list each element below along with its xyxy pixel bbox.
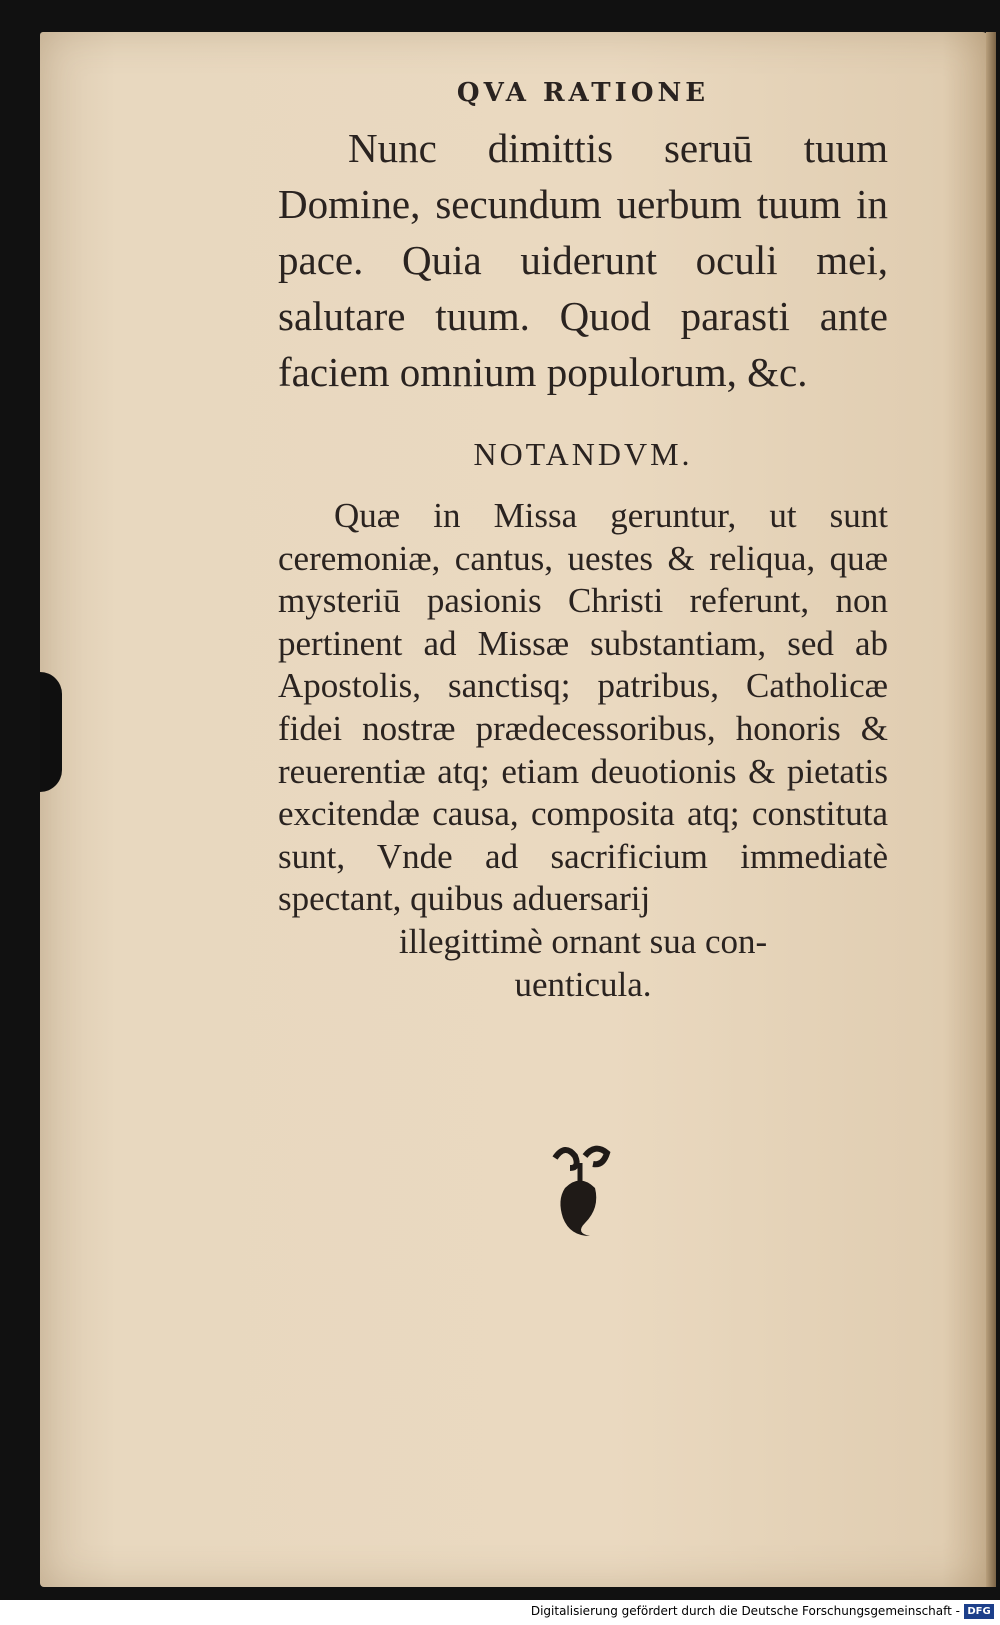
- section-heading: NOTANDVM.: [473, 436, 693, 472]
- text-column: [278, 60, 888, 1006]
- paragraph-2-tail-1: illegittimè ornant sua con-: [398, 921, 768, 961]
- paragraph-2-main: Quæ in Missa geruntur, ut sunt ceremoniæ, cantus, uestes & reliqua, quæ mysteriū pasionis Christi referunt, non pertinent ad Missæ substantiam, sed ab Apostolis, sanctisq; patribus, Catholicæ fidei nostræ prædecessoribus, honoris & reuerentiæ atq; etiam deuotionis & pietatis excitendæ causa, composita atq; constituta sunt, Vnde ad sacrificium immediatè spectant, quibus aduersarij: [278, 496, 888, 919]
- footer-bar: [0, 1600, 1000, 1625]
- page-damage: [40, 672, 62, 792]
- running-head: QVA RATIONE: [456, 78, 710, 108]
- paragraph-1: Nunc dimittis seruū tuum Domine, secundum uerbum tuum in pace. Quia uiderunt oculi mei, salutare tuum. Quod parasti ante faciem omnium populorum, &c.: [278, 125, 888, 395]
- page-edge: [986, 32, 996, 1587]
- paragraph-2: [278, 495, 888, 1006]
- footer-credit: Digitalisierung gefördert durch die Deutsche Forschungsgemeinschaft -: [530, 1604, 960, 1618]
- dfg-logo: DFG: [964, 1604, 994, 1619]
- paragraph-2-tail-2: uenticula.: [514, 964, 652, 1004]
- fleuron-ornament-icon: [545, 1138, 615, 1238]
